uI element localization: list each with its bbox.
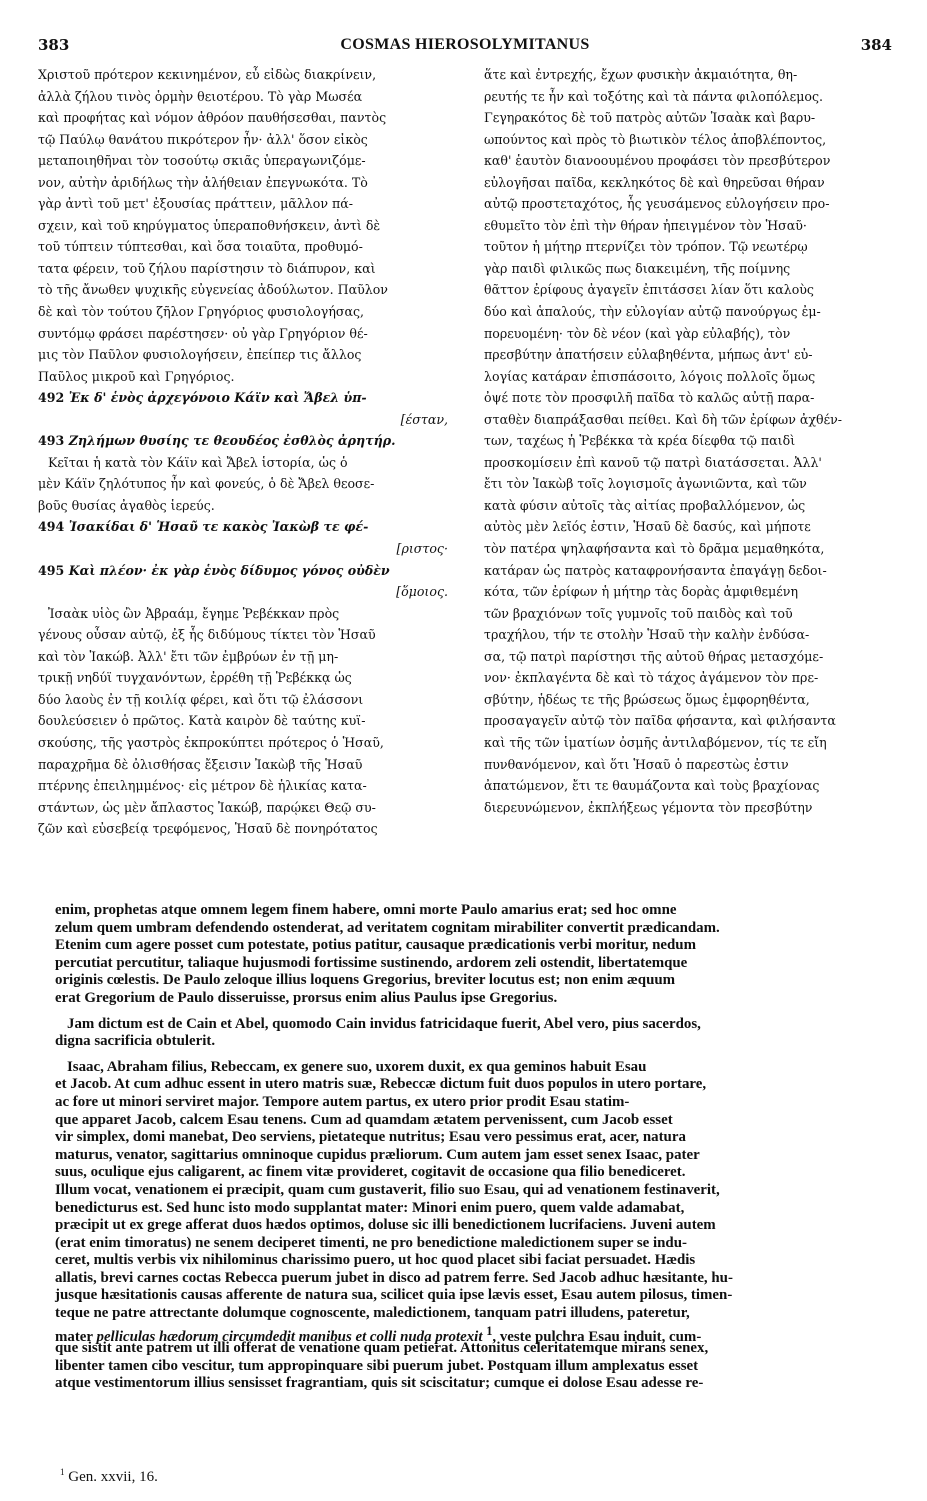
text-line: παραχρῆμα δὲ ὀλισθήσας ἔξεισιν Ἰακὼβ τῆς Ἡσαῦ (38, 756, 363, 772)
text-line: enim, prophetas atque omnem legem finem habere, omni morte Paulo amarius erat; sed hoc omne (55, 902, 677, 918)
text-line: των, ταχέως ἡ Ῥεβέκκα τὰ κρέα δίεφθα τῷ παιδὶ (484, 433, 796, 449)
text-line: originis cœlestis. De Paulo zeloque illius loquens Gregorius, breviter locutus est; non enim æquum (55, 972, 676, 989)
text-line: κατάραν ὡς πατρὸς καταφρονήσαντα ἐπαγάγῃ δεδοι- (484, 562, 827, 578)
paragraph-gap (55, 1008, 897, 1016)
text-line: σβύτην, ἡδέως τε τῆς βρώσεως ὅμως ἐμφορηθέντα, (484, 691, 810, 707)
text-line: αὐτὸς μὲν λεῖός ἐστιν, Ἡσαῦ δὲ δασύς, καὶ μήποτε (484, 519, 811, 535)
text-line: ρευτής τε ἦν καὶ τοξότης καὶ τὰ πάντα φιλοπόλεμος. (484, 88, 824, 104)
text-line: γὰρ παιδὶ φιλικῶς πως διακειμένη, τῆς ποίμνης (484, 260, 791, 276)
text-line: τοῦτον ἡ μήτηρ πτερνίζει τὸν τρόπον. Τῷ νεωτέρῳ (484, 239, 808, 255)
text-line: πρεσβύτην ἀπατήσειν εὐλαβηθέντα, μήπως ἀντ' εὐ- (484, 347, 813, 363)
text-line: πυνθανόμενον, καὶ ὅτι Ἡσαῦ ὁ παρεστὼς ἐστιν (484, 756, 789, 772)
text-line: εὐλογῆσαι παῖδα, κεκληκότος δὲ καὶ θηρεῦσαι θήραν (484, 174, 825, 190)
inline-text: mater (55, 1328, 93, 1345)
text-line: τῷ Παύλῳ θανάτου πικρότερον ἦν· ἀλλ' ὅσον εἰκὸς (38, 131, 368, 147)
text-line: percutiat percutitur, taliaque hujusmodi fortissime sustinendo, ardorem zeli ostendit, libertatemque (55, 954, 688, 971)
text-line: ἔτι τὸν Ἰακὼβ τοῖς λογισμοῖς ἀγωνιῶντα, καὶ τῶν (484, 476, 807, 492)
text-line: benedicturus est. Sed hunc isto modo supplantat mater: Minori enim puero, quem valde adamabat, (55, 1199, 685, 1216)
text-line: maturus, venator, sagittarius omninoque cupidus præliorum. Cum autem jam esset senex Isaac, pater (55, 1146, 700, 1163)
text-line: Jam dictum est de Cain et Abel, quomodo Cain invidus fatricidaque fuerit, Abel vero, pius sacerdos, (67, 1015, 701, 1032)
text-line: λογίας κατάραν ἐπισπάσοιτο, λόγοις πολλοῖς ὅμως (484, 368, 816, 384)
text-line: teque ne patre attrectante dolumque cognoscente, maledictionem, tanquam patri illudens, pateretur, (55, 1305, 690, 1322)
scripture-quotation: pelliculas hædorum circumdedit manibus et colli nuda protexit (96, 1328, 483, 1345)
text-line: αὐτῷ προστεταχότος, ἧς γευσάμενος εὐλογήσειν προ- (484, 196, 830, 212)
text-line: πορευομένη· τὸν δὲ νέον (καὶ γὰρ εὐλαβής), τὸν (484, 325, 791, 341)
verse-495 (38, 560, 456, 603)
text-line: διερευνώμενον, ἐκπλήξεως γέμοντα τὸν πρεσβύτην (484, 799, 813, 815)
verse-number: 495 (38, 562, 65, 578)
latin-paragraph-3 (55, 1059, 897, 1393)
text-line: γὰρ ἀντὶ τοῦ μετ' ἐξουσίας πράττειν, μᾶλλον πά- (38, 196, 354, 212)
text-line: γένους οὖσαν αὐτῷ, ἐξ ἧς διδύμους τίκτει τὸν Ἡσαῦ (38, 627, 376, 643)
text-line: καὶ τὸν Ἰακώβ. Ἀλλ' ἔτι τῶν ἐμβρύων ἐν τῇ μη- (38, 648, 339, 664)
greek-paragraph-isaac (38, 603, 456, 840)
text-line: Isaac, Abraham filius, Rebeccam, ex genere suo, uxorem duxit, ex qua geminos habuit Esau (67, 1058, 647, 1075)
verse-494 (38, 516, 456, 559)
text-line: σα, τῷ πατρὶ παρίστησι τῆς αὐτοῦ θήρας μετασχόμε- (484, 648, 824, 664)
text-line: τατα φέρειν, τοῦ ζήλου παρίστησιν τὸ διάπυρον, καὶ (38, 260, 376, 276)
text-line: συντόμῳ φράσει παρέστησεν· οὐ γὰρ Γρηγόριον θέ- (38, 325, 368, 341)
text-line: μὲν Κάϊν ζηλότυπος ἦν καὶ φονεύς, ὁ δὲ Ἄβελ θεοσε- (38, 476, 375, 492)
text-line: Κεῖται ἡ κατὰ τὸν Κάϊν καὶ Ἄβελ ἱστορία, ὡς ὁ (48, 454, 348, 470)
text-line: τραχήλου, τήν τε στολὴν Ἡσαῦ τὴν καλὴν ἐνδύσα- (484, 627, 810, 643)
text-line: τρικῇ νηδύϊ τυγχανόντων, ἐρρέθη τῇ Ῥεβέκκᾳ ὡς (38, 670, 352, 686)
verse-continuation: [ριστος· (396, 541, 448, 557)
text-line: Γεγηρακότος δὲ τοῦ πατρὸς αὐτῶν Ἰσαὰκ καὶ βαρυ- (484, 110, 816, 126)
verse-continuation: [ὅμοιος. (396, 584, 448, 600)
verse-continuation: [έσταν, (400, 411, 448, 427)
text-line: δὲ καὶ τὸν τούτου ζῆλον Γρηγόριος φυσιολογήσας, (38, 304, 365, 320)
verse-493 (38, 430, 456, 452)
inline-text: , veste pulchra Esau induit, cum- (492, 1328, 702, 1345)
text-line: Illum vocat, venationem ei præcipit, quam cum gustaverit, filio suo Esau, qui ad venationem festinaverit, (55, 1181, 720, 1198)
text-line: προσαγαγεῖν αὐτῷ τὸν παῖδα φήσαντα, καὶ φιλήσαντα (484, 713, 836, 729)
footnote (60, 1467, 158, 1486)
footnote-reference[interactable]: 1 (486, 1323, 493, 1338)
latin-paragraph-2 (55, 1016, 897, 1051)
text-line: σταθὲν διαπράξασθαι πείθει. Καὶ δὴ τῶν ἐρίφων ἀχθέν- (484, 411, 843, 427)
latin-paragraph-1 (55, 902, 897, 1008)
text-line: ὀψέ ποτε τὸν προσφιλῆ παῖδα τὸ καλῶς αὐτῇ παρα- (484, 390, 815, 406)
verse-492 (38, 387, 456, 430)
text-line: jusque hæsitationis causas afferente de natura sua, scilicet quia ipse lævis esset, Esau autem pilosus, timen- (55, 1287, 733, 1304)
text-line: καθ' ἑαυτὸν διανοουμένου προφάσει τὸν πρεσβύτερον (484, 153, 831, 169)
text-line: que sistit ante patrem ut illi offerat de venatione quam petierat. Attonitus celeritatemque mirans senex, (55, 1340, 709, 1357)
latin-translation (55, 902, 897, 1393)
text-line: τῶν βραχιόνων τοῖς γυμνοῖς τοῦ παιδὸς καὶ τοῦ (484, 605, 793, 621)
text-line: μεταποιηθῆναι τὸν τοσούτῳ σκιᾶς ὑπεραγωνιζόμε- (38, 153, 366, 169)
verse-text: Καὶ πλέον· ἐκ γὰρ ἑνὸς δίδυμος γόνος οὐδὲν (68, 562, 390, 578)
text-line: βοῦς θυσίας ἀγαθὸς ἱερεύς. (38, 497, 215, 513)
text-line: σχειν, καὶ τοῦ κηρύγματος ὑπεραποθνήσκειν, ἀντὶ δὲ (38, 217, 381, 233)
text-line: vir simplex, domi manebat, Deo serviens, pietateque nutritus; Esau vero pessimus erat, acer, natura (55, 1129, 686, 1146)
text-line: Ἰσαὰκ υἱὸς ὢν Ἀβραάμ, ἔγημε Ῥεβέκκαν πρὸς (48, 605, 340, 621)
running-title: COSMAS HIEROSOLYMITANUS (340, 36, 590, 53)
text-line: Etenim cum agere posset cum potestate, potius patitur, causaque prædicationis verbi moritur, nedum (55, 937, 696, 954)
text-line: erat Gregorium de Paulo disseruisse, prorsus enim alius Paulus ipse Gregorius. (55, 989, 558, 1006)
text-line: ωπούντος καὶ πρὸς τὸ βιωτικὸν τέλος ἀποβλέποντος, (484, 131, 827, 147)
text-line: suus, oculique ejus caligarent, ac finem vitæ provideret, cogitavit de occasione qua filio benediceret. (55, 1164, 686, 1181)
text-line: στάντων, ὡς μὲν ἄπλαστος Ἰακώβ, παρῴκει Θεῷ συ- (38, 799, 376, 815)
verse-text: Ἰσακίδαι δ' Ἡσαῦ τε κακὸς Ἰακὼβ τε φέ- (68, 519, 369, 535)
verse-text: Ζηλήμων θυσίης τε θεουδέος ἐσθλὸς ἀρητήρ. (68, 433, 396, 449)
page-number-left: 383 (38, 36, 70, 54)
text-line: κατὰ φύσιν αὐτοῖς τὰς αἰτίας προβαλλόμενον, ὡς (484, 497, 806, 513)
text-line: (erat enim timoratus) ne senem deciperet timenti, ne pro benedictione maledictionem super se indu- (55, 1234, 687, 1251)
text-line: νον· ἐκπλαγέντα δὲ καὶ τὸ τάχος ἀγάμενον τὸν πρε- (484, 670, 819, 686)
text-line: καὶ προφήτας καὶ νόμον ἀθρόον παυθήσεσθαι, παντὸς (38, 110, 387, 126)
greek-column-right (484, 64, 894, 818)
text-line: δουλεύσειεν ὁ πρῶτος. Κατὰ καιρὸν δὲ ταύτης κυϊ- (38, 713, 366, 729)
paragraph-gap (55, 1051, 897, 1059)
text-line: atque vestimentorum illius sensisset fragrantiam, quis sit sciscitatur; cumque ei dolose Esau adesse re- (55, 1375, 704, 1392)
text-line: digna sacrificia obtulerit. (55, 1033, 216, 1050)
text-line: προσκομίσειν ἐπὶ κανοῦ τῷ πατρὶ διατάσσεται. Ἀλλ' (484, 454, 822, 470)
text-line: præcipit ut ex grege afferat duos hædos optimos, doluse sic illi benedictionem lucrifaciens. Juveni autem (55, 1217, 716, 1234)
text-line: νον, αὐτὴν ἀριδήλως τὴν ἀλήθειαν ἐπεγνωκότα. Τὸ (38, 174, 368, 190)
text-line: ἅτε καὶ ἐντρεχής, ἔχων φυσικὴν ἀκμαιότητα, θη- (484, 67, 798, 82)
text-line: ἀπατώμενον, ἔτι τε θαυμάζοντα καὶ τοὺς βραχίονας (484, 778, 820, 794)
verse-number: 494 (38, 519, 65, 535)
text-line: zelum quem umbram defendendo ostenderat, ad veritatem cognitam mirabiliter convertit prædicandam. (55, 919, 720, 936)
text-line: εθυμεῖτο τὸν ἐπὶ τὴν θήραν ἠπειγμένον τὸν Ἡσαῦ· (484, 217, 807, 233)
text-line: libenter tamen cibo vescitur, tum appropinquare sibi puerum jubet. Postquam illum amplexatus esset (55, 1357, 699, 1374)
greek-column-left (38, 64, 456, 840)
text-line: σκούσης, τῆς γαστρὸς ἐκπροκύπτει πρότερος ὁ Ἡσαῦ, (38, 734, 384, 750)
text-line-with-quotation (55, 1323, 897, 1345)
text-line: θᾶττον ἐρίφους ἀγαγεῖν ἐπιτάσσει λίαν ὅτι καλοὺς (484, 282, 814, 298)
footnote-text: Gen. xxvii, 16. (68, 1469, 158, 1485)
footnote-marker: 1 (60, 1467, 65, 1477)
text-line: ζῶν καὶ εὐσεβείᾳ τρεφόμενος, Ἡσαῦ δὲ πονηρότατος (38, 821, 378, 837)
text-line: allatis, brevi carnes coctas Rebecca puerum jubet in disco ad patrem ferre. Sed Jacob adhuc hæsitante, hu- (55, 1269, 733, 1286)
text-line: Παῦλος μικροῦ καὶ Γρηγόριος. (38, 368, 235, 384)
greek-paragraph-cain-abel (38, 452, 456, 517)
verse-text: Ἐκ δ' ἑνὸς ἀρχεγόνοιο Κάϊν καὶ Ἄβελ ὑπ- (68, 390, 367, 406)
text-line: τὸν πατέρα ψηλαφήσαντα καὶ τὸ δρᾶμα μεμαθηκότα, (484, 541, 825, 557)
text-line: τοῦ τύπτειν τύπτεσθαι, καὶ ὅσα τοιαῦτα, προθυμό- (38, 239, 363, 255)
text-line: πτέρνης ἐπειλημμένος· εἰς μέτρον δὲ ἡλικίας κατα- (38, 778, 367, 794)
verse-number: 492 (38, 390, 65, 406)
text-line: δύο λαοὺς ἐν τῇ κοιλίᾳ φέρει, καὶ ὅτι τῷ ἐλάσσονι (38, 691, 364, 707)
verse-number: 493 (38, 433, 65, 449)
page-header (38, 36, 892, 58)
text-line: ac fore ut minori serviret major. Tempore autem partus, ex utero prior prodit Esau statim- (55, 1093, 630, 1110)
greek-paragraph-commentary (38, 64, 456, 387)
page-number-right: 384 (860, 36, 892, 54)
text-line: δύο καὶ ἁπαλούς, τὴν εὐλογίαν αὐτῷ πανούργως ἐμ- (484, 304, 821, 320)
text-line: μις τὸν Παῦλον φυσιολογήσειν, ἐπείπερ τις ἄλλος (38, 347, 362, 363)
text-line: κότα, τῶν ἐρίφων ἡ μήτηρ τὰς δορὰς ἀμφιθεμένη (484, 584, 798, 600)
text-line: que apparet Jacob, calcem Esau tenens. Cum ad quamdam ætatem pervenissent, cum Jacob esset (55, 1111, 673, 1128)
text-line: καὶ τῆς τῶν ἱματίων ὀσμῆς ἀντιλαβόμενον, τίς τε εἴη (484, 734, 827, 750)
text-line: τὸ τῆς ἄνωθεν ψυχικῆς εὐγενείας ἀδούλωτον. Παῦλον (38, 282, 388, 298)
text-line: et Jacob. At cum adhuc essent in utero matris suæ, Rebeccæ dictum fuit duos populos in utero portare, (55, 1076, 707, 1093)
text-line: ceret, multis verbis vix nihilominus charissimo puero, ut hoc quod placet sibi faciat persuadet. Hædis (55, 1252, 696, 1269)
text-line: ἀλλὰ ζήλου τινὸς ὁρμὴν θειοτέρου. Τὸ γὰρ Μωσέα (38, 88, 363, 104)
text-line: Χριστοῦ πρότερον κεκινημένον, εὖ εἰδὼς διακρίνειν, (38, 67, 377, 82)
